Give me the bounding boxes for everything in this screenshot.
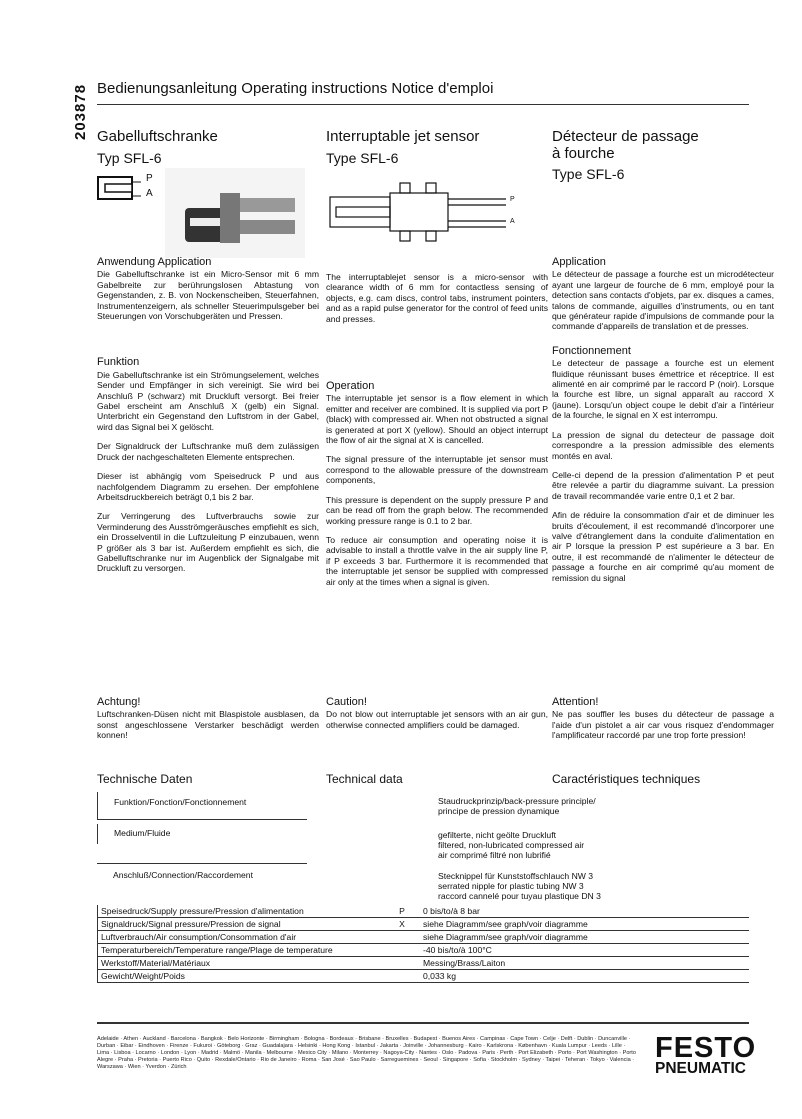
heading-application-de: Anwendung Application: [97, 256, 212, 268]
tech-value: -40 bis/to/à 100°C: [420, 944, 749, 957]
function-p2-de: Der Signaldruck der Luftschranke muß dem zulässigen Druck der nachgeschalteten Elemente entsprechen.: [97, 441, 319, 462]
type-de: Typ SFL-6: [97, 150, 162, 166]
fonctionnement-p3-fr: Celle-ci depend de la pression d'alimentation P et peut être relevée a partir du diagramme suivant. La pression de travail recommandée varie entre 0,1 et 2 bar.: [552, 469, 774, 501]
tech-port: [384, 957, 420, 970]
fonctionnement-p4-fr: Afin de réduire la consommation d'air et de diminuer les bruits d'écoulement, il est recommandé d'incorporer une valve d'étranglement dans la conduite d'alimentation en air P lorsque la pression P est supérieure a 3 bar. En outre, il est recommandé de n'alimenter le détecteur de passage a fourche en air comprimé qu'au moment de remission du signal: [552, 510, 774, 583]
header-rule: [97, 104, 749, 105]
tech-value-medium: [438, 830, 584, 860]
pneumatic-logo: PNEUMATIC: [655, 1060, 746, 1077]
caution-text-de: Luftschranken-Düsen nicht mit Blaspistole ausblasen, da sonst angeschlossene Verstarker beschädigt werden konnen!: [97, 709, 319, 741]
drawing-port-p: P: [510, 196, 515, 203]
operation-p2-en: The signal pressure of the interruptable jet sensor must correspond to the allowable pressure of the downstream components,: [326, 454, 548, 486]
application-text-en: The interruptablejet sensor is a micro-sensor with clearance width of 6 mm for contactless sensing of objects, e.g. cam discs, control tabs, instrument pointers, and as a rapid pulse generator for the control of feed units and presses.: [326, 272, 548, 324]
tech-heading-de: Technische Daten: [97, 772, 193, 786]
tech-value: Messing/Brass/Laiton: [420, 957, 749, 970]
caution-de: [97, 697, 319, 750]
tech-label: Gewicht/Weight/Poids: [98, 970, 385, 983]
heading-application-fr: Application: [552, 256, 606, 268]
function-p3-de: Dieser ist abhängig vom Speisedruck P und aus nachfolgendem Diagramm zu ersehen. Der empfohlene Arbeitsdruckbereich beträgt 0,1 bis 2 bar.: [97, 471, 319, 502]
heading-fonctionnement-fr: Fonctionnement: [552, 344, 631, 357]
tech-port: [384, 931, 420, 944]
heading-operation-en: Operation: [326, 380, 375, 393]
caution-fr: [552, 697, 774, 750]
tech-label: Temperaturbereich/Temperature range/Plage de temperature: [98, 944, 385, 957]
title-de: Gabelluftschranke: [97, 128, 218, 145]
caution-en: [326, 697, 548, 739]
tech-port: X: [384, 918, 420, 931]
tech-port: P: [384, 905, 420, 918]
value-line: raccord cannelé pour tuyau plastique DN 3: [438, 891, 601, 901]
port-a-label: A: [146, 188, 153, 199]
tech-heading-fr: Caractéristiques techniques: [552, 772, 701, 786]
tech-label-medium: Medium/Fluide: [97, 824, 307, 844]
type-fr: Type SFL-6: [552, 166, 625, 182]
tech-data-table: [97, 905, 749, 983]
column-de: [97, 257, 319, 583]
tech-row: [98, 905, 750, 918]
tech-value: siehe Diagramm/see graph/voir diagramme: [420, 931, 749, 944]
tech-value: 0,033 kg: [420, 970, 749, 983]
operation-p3-en: This pressure is dependent on the supply pressure P and can be read off from the graph below. The recommended working pressure range is 0.1 to 2 bar.: [326, 494, 548, 526]
tech-row: [98, 970, 750, 983]
operation-p4-en: To reduce air consumption and operating noise it is advisable to install a throttle valve in the air supply line P, if P exceeds 3 bar. Furthermore it is recommended that the interruptable jet sensor be supplied with compressed air only at the times when a signal is given.: [326, 534, 548, 587]
value-line: serrated nipple for plastic tubing NW 3: [438, 881, 584, 891]
value-line: Staudruckprinzip/back-pressure principle/: [438, 796, 596, 806]
column-fr: [552, 257, 774, 592]
sensor-drawing: [326, 175, 521, 245]
application-text-de: Die Gabelluftschranke ist ein Micro-Sensor mit 6 mm Gabelbreite zur berührungslosen Abtastung von Gegenstanden, z. B. von Nockenscheiben, Steuerfahnen, Instrumentenzeigern, als schneller Steuerimpulsgeber bei Steuerungen von Vorschubgeräten und Pressen.: [97, 269, 319, 322]
festo-logo: FESTO: [655, 1032, 757, 1064]
tech-label-function: Funktion/Fonction/Fonctionnement: [97, 792, 307, 820]
tech-label: Werkstoff/Material/Matériaux: [98, 957, 385, 970]
office-locations: Adelaide · Athen · Auckland · Barcelona · Bangkok · Belo Horizonte · Birmingham · Bologna · Bordeaux · Brisbane · Bruxelles · Budapest · Buenos Aires · Campinas · Cape Town · Celje · Delft · Dublin · Duncanville · Durban · Eibar · Eindhoven · Firenze · Fukuroi · Göteborg · Graz · Guadalajara · Helsinki · Hong Kong · Istanbul · Jakarta · Joinville · Johannesburg · Kairo · Karlskrona · København · Kuala Lumpur · Leeds · Lille · Lima · Lisboa · Locarno · London · Lyon · Madrid · Malmö · Manila · Melbourne · Mexico City · Milano · Monterrey · Nagoya-City · Nantes · Oslo · Padova · Paris · Perth · Port Elizabeth · Porto · Port Washington · Porto Alegre · Praha · Pretoria · Puerto Rico · Quito · Rexdale/Ontario · Rio de Janeiro · Roma · San José · Sao Paulo · Sarreguemines · Seoul · Singapore · Sofia · Stockholm · Sydney · Taipei · Teheran · Tokyo · Valencia · Warszawa · Wien · Yverdon · Zürich: [97, 1036, 636, 1070]
function-p4-de: Zur Verringerung des Luftverbrauchs sowie zur Verminderung des Ausströmgeräusches empfiehlt es sich, ein Drosselventil in die Luftzuleitung P einzubauen, wenn P größer als 3 bar ist. Außerdem empfiehlt es sich, die Gabelluftschranke nur im Augenblick der Signalgabe mit Druckluft zu versorgen.: [97, 511, 319, 574]
caution-heading-fr: Attention!: [552, 696, 599, 708]
tech-label: Luftverbrauch/Air consumption/Consommation d'air: [98, 931, 385, 944]
tech-value-function: [438, 796, 596, 816]
tech-label: Speisedruck/Supply pressure/Pression d'alimentation: [98, 905, 385, 918]
function-p1-de: Die Gabelluftschranke ist ein Strömungselement, welches Sender und Empfänger in sich vereinigt. Sie wird bei Anschluß P (schwarz) mit Druckluft versorgt. Bei freier Gabel erscheint am Anschluß X (gelb) ein Signal. Unterbricht ein Gegenstand den Luftstrom in der Gabel, wird das Signal bei X gelöscht.: [97, 369, 319, 432]
value-line: principe de pression dynamique: [438, 806, 560, 816]
operation-p1-en: The interruptable jet sensor is a flow element in which emitter and receiver are combined. It is supplied via port P (black) with compressed air. When not obstructed a signal is generated at port X (yellow). Should an object interrupt the flow of air the signal at X is cancelled.: [326, 393, 548, 446]
tech-value: 0 bis/to/à 8 bar: [420, 905, 749, 918]
title-en: Interruptable jet sensor: [326, 128, 480, 145]
drawing-port-a: A: [510, 218, 515, 225]
heading-application-en: [326, 257, 548, 270]
caution-heading-de: Achtung!: [97, 696, 141, 708]
fonctionnement-p2-fr: La pression de signal du detecteur de passage doit correspondre a la pression admissible des elements montés en aval.: [552, 429, 774, 461]
value-line: Stecknippel für Kunststoffschlauch NW 3: [438, 871, 594, 881]
tech-row: [98, 957, 750, 970]
tech-row: [98, 944, 750, 957]
value-line: air comprimé filtré non lubrifié: [438, 850, 551, 860]
tech-label-connection: Anschluß/Connection/Raccordement: [113, 870, 253, 880]
tech-port: [384, 970, 420, 983]
header-title: Bedienungsanleitung Operating instructions Notice d'emploi: [97, 80, 494, 97]
tech-row: [98, 931, 750, 944]
tech-rule: [97, 863, 307, 864]
value-line: gefilterte, nicht geölte Druckluft: [438, 830, 556, 840]
title-fr: Détecteur de passage à fourche: [552, 128, 699, 162]
caution-text-en: Do not blow out interruptable jet sensors with an air gun, otherwise connected amplifiers could be damaged.: [326, 709, 548, 730]
tech-heading-en: Technical data: [326, 772, 403, 786]
column-en: [326, 257, 548, 596]
tech-row: [98, 918, 750, 931]
fonctionnement-p1-fr: Le detecteur de passage a fourche est un element fluidique réunissant buses émettrice et réceptrice. Il est alimenté en air comprimé par le raccord P (noir). Lorsque la fourche est libre, un signal apparaît au raccord X (jaune). Lorsqu'un object coupe le debit d'air a l'intérieur de la fourche, le signal en X est interrompu.: [552, 358, 774, 421]
value-line: filtered, non-lubricated compressed air: [438, 840, 585, 850]
footer-rule: [97, 1022, 749, 1024]
tech-value-connection: [438, 871, 601, 901]
document-number: 203878: [72, 83, 89, 140]
type-en: Type SFL-6: [326, 150, 399, 166]
application-text-fr: Le détecteur de passage a fourche est un microdétecteur ayant une largeur de fourche de 6 mm, employé pour la detection sans contacts d'objets, par ex. disques a cames, talons de commande, aiguilles d'instruments, ou en tant que générateur rapide d'impulsions de commande pour la commande d'appareils de translation et de presses.: [552, 269, 774, 332]
port-p-label: P: [146, 173, 153, 184]
tech-label: Signaldruck/Signal pressure/Pression de signal: [98, 918, 385, 931]
sensor-photo: [165, 168, 305, 258]
heading-function-de: Funktion: [97, 356, 140, 369]
tech-port: [384, 944, 420, 957]
tech-value: siehe Diagramm/see graph/voir diagramme: [420, 918, 749, 931]
caution-text-fr: Ne pas souffler les buses du détecteur de passage a l'aide d'un pistolet a air car vous risquez d'endommager l'amplificateur raccordé par une trop forte pression!: [552, 709, 774, 741]
caution-heading-en: Caution!: [326, 696, 367, 708]
